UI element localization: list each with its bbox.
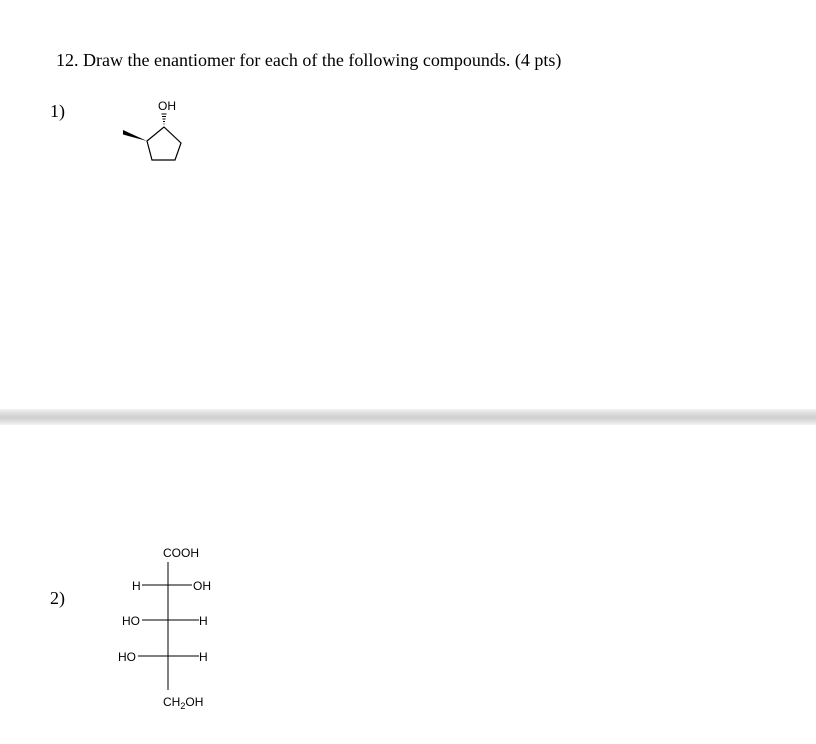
row1-right-label: OH <box>193 579 211 593</box>
cooh-label: COOH <box>163 546 199 560</box>
part-2-label: 2) <box>50 588 65 608</box>
question-text: 12. Draw the enantiomer for each of the following compounds. (4 pts) <box>56 50 562 70</box>
row2-left-label: HO <box>122 614 140 628</box>
oh-label: OH <box>158 99 176 113</box>
row1-left-label: H <box>132 579 141 593</box>
row2-right-label: H <box>199 614 208 628</box>
row3-left-label: HO <box>118 650 136 664</box>
ch2oh-label: $CH_2OH$ <box>163 695 204 711</box>
part-1-label: 1) <box>50 101 65 121</box>
row3-right-label: H <box>199 650 208 664</box>
